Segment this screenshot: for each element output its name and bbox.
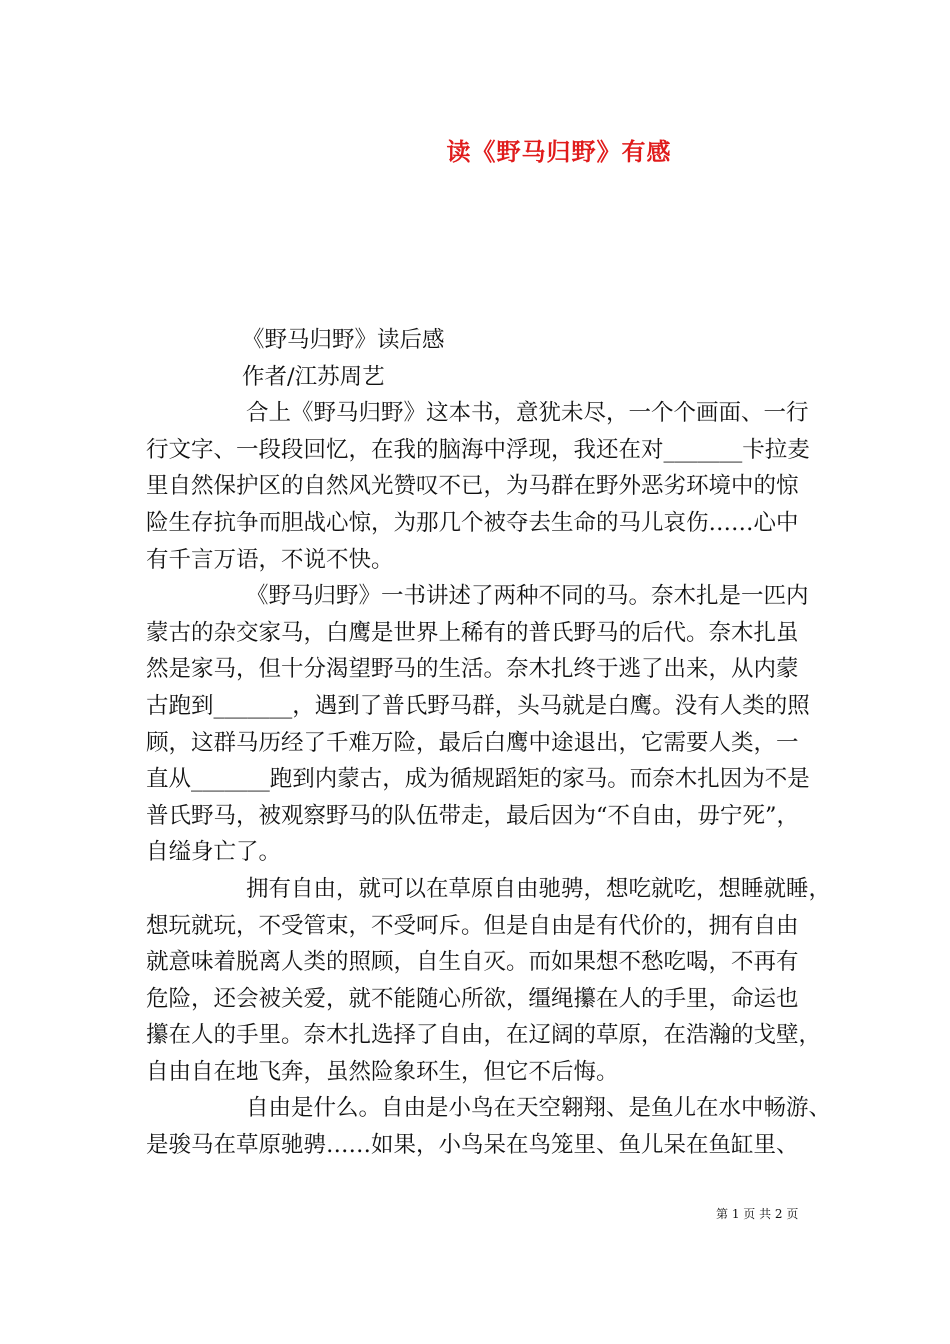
author-line: 作者/江苏周艺 xyxy=(242,363,385,390)
body-line: 就意味着脱离人类的照顾，自生自灭。而如果想不愁吃喝，不再有 xyxy=(146,949,799,976)
body-line: 自缢身亡了。 xyxy=(146,839,282,866)
document-body xyxy=(146,322,832,1164)
document-title: 读《野马归野》有感 xyxy=(446,137,672,166)
body-line: 直从_______跑到内蒙古，成为循规蹈矩的家马。而奈木扎因为不是 xyxy=(146,766,810,793)
body-line: 险生存抗争而胆战心惊，为那几个被夺去生命的马儿哀伤……心中 xyxy=(146,509,799,536)
body-line: 蒙古的杂交家马，白鹰是世界上稀有的普氏野马的后代。奈木扎虽 xyxy=(146,619,799,646)
body-line: 拥有自由，就可以在草原自由驰骋，想吃就吃，想睡就睡， xyxy=(246,875,832,902)
body-line: 自由是什么。自由是小鸟在天空翱翔、是鱼儿在水中畅游、 xyxy=(246,1095,832,1122)
subtitle: 《野马归野》读后感 xyxy=(242,327,445,353)
page-number: 第 1 页 共 2 页 xyxy=(716,1207,799,1221)
body-line: 危险，还会被关爱，就不能随心所欲，缰绳攥在人的手里，命运也 xyxy=(146,985,799,1012)
body-line: 合上《野马归野》这本书，意犹未尽，一个个画面、一行 xyxy=(246,400,809,427)
body-line: 《野马归野》一书讲述了两种不同的马。奈木扎是一匹内 xyxy=(246,583,809,610)
body-line: 想玩就玩，不受管束，不受呵斥。但是自由是有代价的，拥有自由 xyxy=(146,912,799,939)
body-line: 普氏野马，被观察野马的队伍带走，最后因为“不自由，毋宁死”， xyxy=(146,802,800,829)
body-line: 是骏马在草原驰骋……如果，小鸟呆在鸟笼里、鱼儿呆在鱼缸里、 xyxy=(146,1132,799,1159)
body-line: 行文字、一段段回忆，在我的脑海中浮现，我还在对_______卡拉麦 xyxy=(146,436,810,463)
body-line: 然是家马，但十分渴望野马的生活。奈木扎终于逃了出来，从内蒙 xyxy=(146,656,799,683)
body-line: 顾，这群马历经了千难万险，最后白鹰中途退出，它需要人类，一 xyxy=(146,729,799,756)
body-line: 自由自在地飞奔，虽然险象环生，但它不后悔。 xyxy=(146,1058,619,1085)
body-line: 古跑到_______，遇到了普氏野马群，头马就是白鹰。没有人类的照 xyxy=(146,692,810,719)
body-line: 有千言万语，不说不快。 xyxy=(146,546,394,573)
body-line: 里自然保护区的自然风光赞叹不已，为马群在野外恶劣环境中的惊 xyxy=(146,473,799,500)
body-line: 攥在人的手里。奈木扎选择了自由，在辽阔的草原，在浩瀚的戈壁， xyxy=(146,1022,822,1049)
